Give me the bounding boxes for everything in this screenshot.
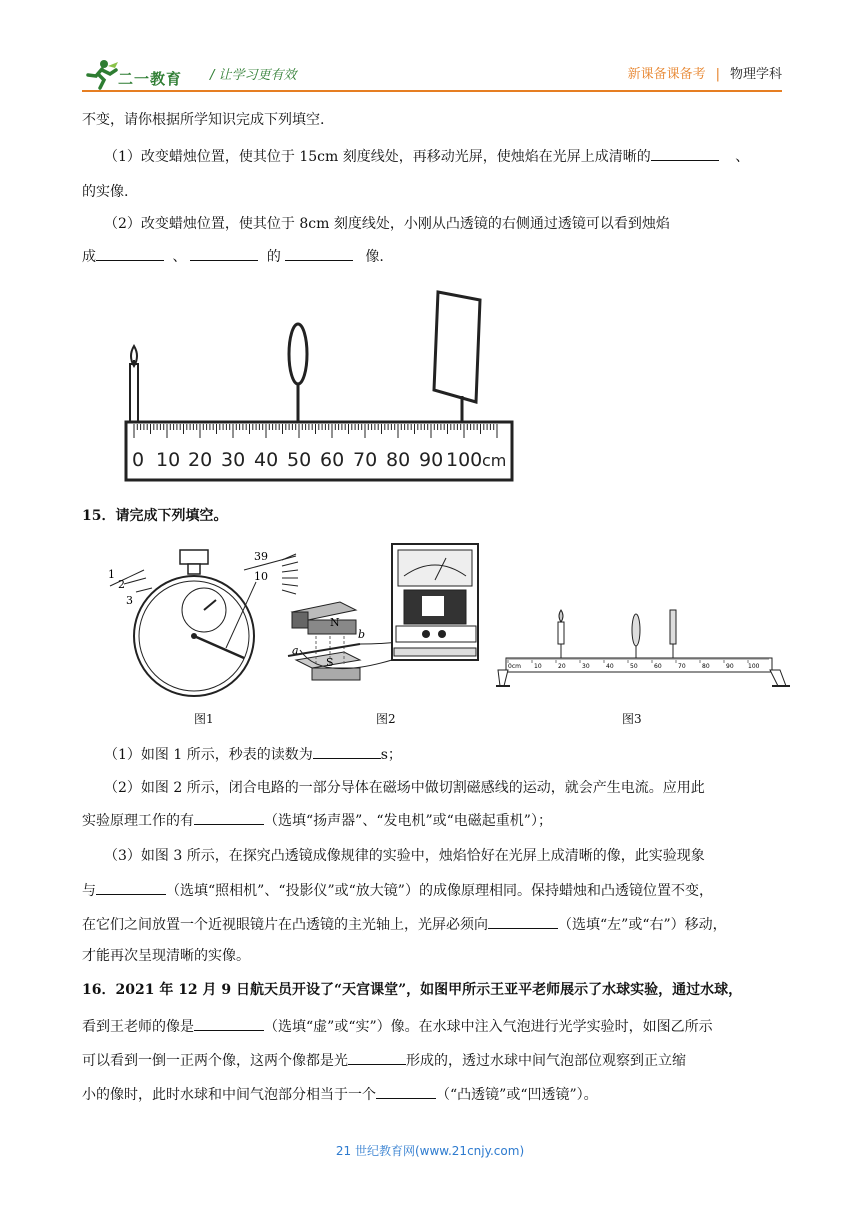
galvanometer-figure bbox=[286, 540, 486, 700]
q15-title: 15．请完成下列填空。 bbox=[82, 508, 228, 524]
q14-p1-tail: 的实像. bbox=[82, 184, 129, 200]
q16-l3-text: 可以看到一倒一正两个像，这两个像都是光 bbox=[82, 1053, 348, 1069]
q16-l2-text: 看到王老师的像是 bbox=[82, 1019, 194, 1035]
fig3-label-80: 80 bbox=[702, 663, 710, 670]
ruler-label-90: 90 bbox=[419, 449, 444, 471]
q15-p2-options: （选填“扬声器”、“发电机”或“电磁起重机”）； bbox=[264, 813, 552, 829]
header-divider bbox=[82, 90, 782, 92]
brand-label: 新课备课备考 bbox=[627, 67, 706, 82]
q15-p3-options: （选填“照相机”、“投影仪”或“放大镜”）的成像原理相同。保持蜡烛和凸透镜位置不变， bbox=[166, 883, 713, 899]
stopwatch-label-10: 10 bbox=[254, 570, 268, 583]
page-header bbox=[82, 52, 782, 92]
ruler-label-100: 100 bbox=[446, 449, 483, 471]
q16-line2 bbox=[82, 1016, 713, 1037]
fig3-label-90: 90 bbox=[726, 663, 734, 670]
stopwatch-figure bbox=[96, 548, 306, 698]
runner-logo-icon bbox=[82, 58, 122, 90]
q16-l2-options: （选填“虚”或“实”）像。在水球中注入气泡进行光学实验时，如图乙所示 bbox=[264, 1019, 713, 1035]
header-separator: | bbox=[715, 67, 720, 82]
fig1-caption: 图1 bbox=[194, 712, 214, 726]
q16-l4-text: 小的像时，此时水球和中间气泡部分相当于一个 bbox=[82, 1087, 376, 1103]
answer-blank[interactable] bbox=[651, 146, 719, 161]
q14-p2-t3: 的 bbox=[266, 249, 281, 265]
fig3-label-30: 30 bbox=[582, 663, 590, 670]
logo-text: 二一教育 bbox=[118, 70, 183, 88]
answer-blank[interactable] bbox=[96, 880, 166, 895]
q15-p2-text: 实验原理工作的有 bbox=[82, 813, 194, 829]
q14-part2: （2）改变蜡烛位置，使其位于 8cm 刻度线处，小刚从凸透镜的右侧通过透镜可以看到烛焰 bbox=[104, 216, 670, 232]
optical-bench-figure bbox=[120, 284, 520, 484]
q15-p3-options2: （选填“左”或“右”）移动， bbox=[558, 917, 727, 933]
stopwatch-icon bbox=[134, 550, 254, 696]
ruler-label-10: 10 bbox=[156, 449, 181, 471]
q16-line3 bbox=[82, 1050, 686, 1071]
answer-blank[interactable] bbox=[376, 1084, 436, 1099]
candle-icon bbox=[558, 610, 564, 658]
magnet-label-n: N bbox=[330, 616, 340, 629]
fig3-caption: 图3 bbox=[622, 712, 642, 726]
stopwatch-label-39: 39 bbox=[254, 550, 268, 563]
screen-icon bbox=[670, 610, 676, 658]
q14-p2-t1: 成 bbox=[82, 249, 96, 265]
q16-l4-options: （“凸透镜”或“凹透镜”）。 bbox=[436, 1087, 598, 1103]
fig3-label-40: 40 bbox=[606, 663, 614, 670]
answer-blank[interactable] bbox=[348, 1050, 406, 1065]
ruler-label-60: 60 bbox=[320, 449, 345, 471]
q15-part2: （2）如图 2 所示，闭合电路的一部分导体在磁场中做切割磁感线的运动，就会产生电流。应用此 bbox=[104, 780, 705, 796]
slogan: / 让学习更有效 bbox=[210, 68, 297, 83]
q16-l3-text2: 形成的，透过水球中间气泡部位观察到正立缩 bbox=[406, 1053, 686, 1069]
subject-label: 物理学科 bbox=[729, 67, 782, 82]
fig2-caption: 图2 bbox=[376, 712, 396, 726]
answer-blank[interactable] bbox=[194, 810, 264, 825]
candle-icon bbox=[130, 346, 138, 422]
ruler-label-70: 70 bbox=[353, 449, 378, 471]
q15-p1-unit: s； bbox=[380, 747, 402, 763]
q15-p3-text2: 在它们之间放置一个近视眼镜片在凸透镜的主光轴上，光屏必须向 bbox=[82, 917, 488, 933]
answer-blank[interactable] bbox=[190, 246, 258, 261]
logo bbox=[82, 58, 202, 90]
q15-part3-line3 bbox=[82, 914, 727, 935]
answer-blank[interactable] bbox=[488, 914, 558, 929]
q15-part2-line2 bbox=[82, 810, 552, 831]
lens-icon bbox=[632, 614, 640, 658]
q14-p1-sep: 、 bbox=[735, 149, 750, 165]
q16-line4 bbox=[82, 1084, 598, 1105]
q14-intro: 不变，请你根据所学知识完成下列填空. bbox=[82, 112, 325, 128]
q15-part1 bbox=[104, 744, 402, 765]
fig3-label-70: 70 bbox=[678, 663, 686, 670]
q16-line1-text: 16．2021 年 12 月 9 日航天员开设了“天宫课堂”，如图甲所示王亚平老师展示了水球实验，通过水球， bbox=[82, 982, 743, 998]
stopwatch-label-1: 1 bbox=[108, 568, 115, 581]
q15-part3-line4: 才能再次呈现清晰的实像。 bbox=[82, 948, 250, 964]
q15-p1-text: （1）如图 1 所示，秒表的读数为 bbox=[104, 747, 313, 763]
fig3-label-10: 10 bbox=[534, 663, 542, 670]
screen-icon bbox=[434, 292, 480, 422]
answer-blank[interactable] bbox=[313, 744, 381, 759]
ruler-label-40: 40 bbox=[254, 449, 279, 471]
answer-blank[interactable] bbox=[285, 246, 353, 261]
ruler-label-50: 50 bbox=[287, 449, 312, 471]
q15-p3-text: 与 bbox=[82, 883, 96, 899]
q14-p1-text: （1）改变蜡烛位置，使其位于 15cm 刻度线处，再移动光屏，使烛焰在光屏上成清晰的 bbox=[104, 149, 651, 165]
q14-p2-t4: 像. bbox=[365, 249, 384, 265]
q14-part1 bbox=[104, 146, 749, 167]
stopwatch-label-2: 2 bbox=[118, 578, 125, 591]
ruler-label-30: 30 bbox=[221, 449, 246, 471]
ruler-label-20: 20 bbox=[188, 449, 213, 471]
wire-label-b: b bbox=[358, 628, 366, 641]
magnet-label-s: S bbox=[326, 656, 334, 669]
fig3-label-50: 50 bbox=[630, 663, 638, 670]
fig3-label-100: 100 bbox=[748, 663, 760, 670]
optical-bench-figure-3 bbox=[496, 608, 796, 692]
wire-label-a: a bbox=[292, 644, 299, 657]
fig3-label-20: 20 bbox=[558, 663, 566, 670]
q16-line1 bbox=[82, 980, 742, 1000]
q15-part3: （3）如图 3 所示，在探究凸透镜成像规律的实验中，烛焰恰好在光屏上成清晰的像，此实验现象 bbox=[104, 848, 705, 864]
lens-icon bbox=[289, 324, 307, 422]
q14-p2-t2: 、 bbox=[172, 249, 187, 265]
fig3-label-0: 0cm bbox=[508, 663, 521, 670]
ruler-unit: cm bbox=[482, 451, 507, 470]
answer-blank[interactable] bbox=[96, 246, 164, 261]
q14-part2-blanks bbox=[82, 246, 384, 267]
ruler-label-80: 80 bbox=[386, 449, 411, 471]
answer-blank[interactable] bbox=[194, 1016, 264, 1031]
ruler bbox=[126, 422, 512, 480]
galvanometer-icon bbox=[392, 544, 478, 660]
stopwatch-label-3: 3 bbox=[126, 594, 133, 607]
fig3-label-60: 60 bbox=[654, 663, 662, 670]
header-right bbox=[628, 63, 782, 82]
q15-part3-line2 bbox=[82, 880, 713, 901]
ruler-label-0: 0 bbox=[132, 449, 145, 471]
footer-link[interactable]: 21 世纪教育网(www.21cnjy.com) bbox=[335, 1144, 525, 1158]
